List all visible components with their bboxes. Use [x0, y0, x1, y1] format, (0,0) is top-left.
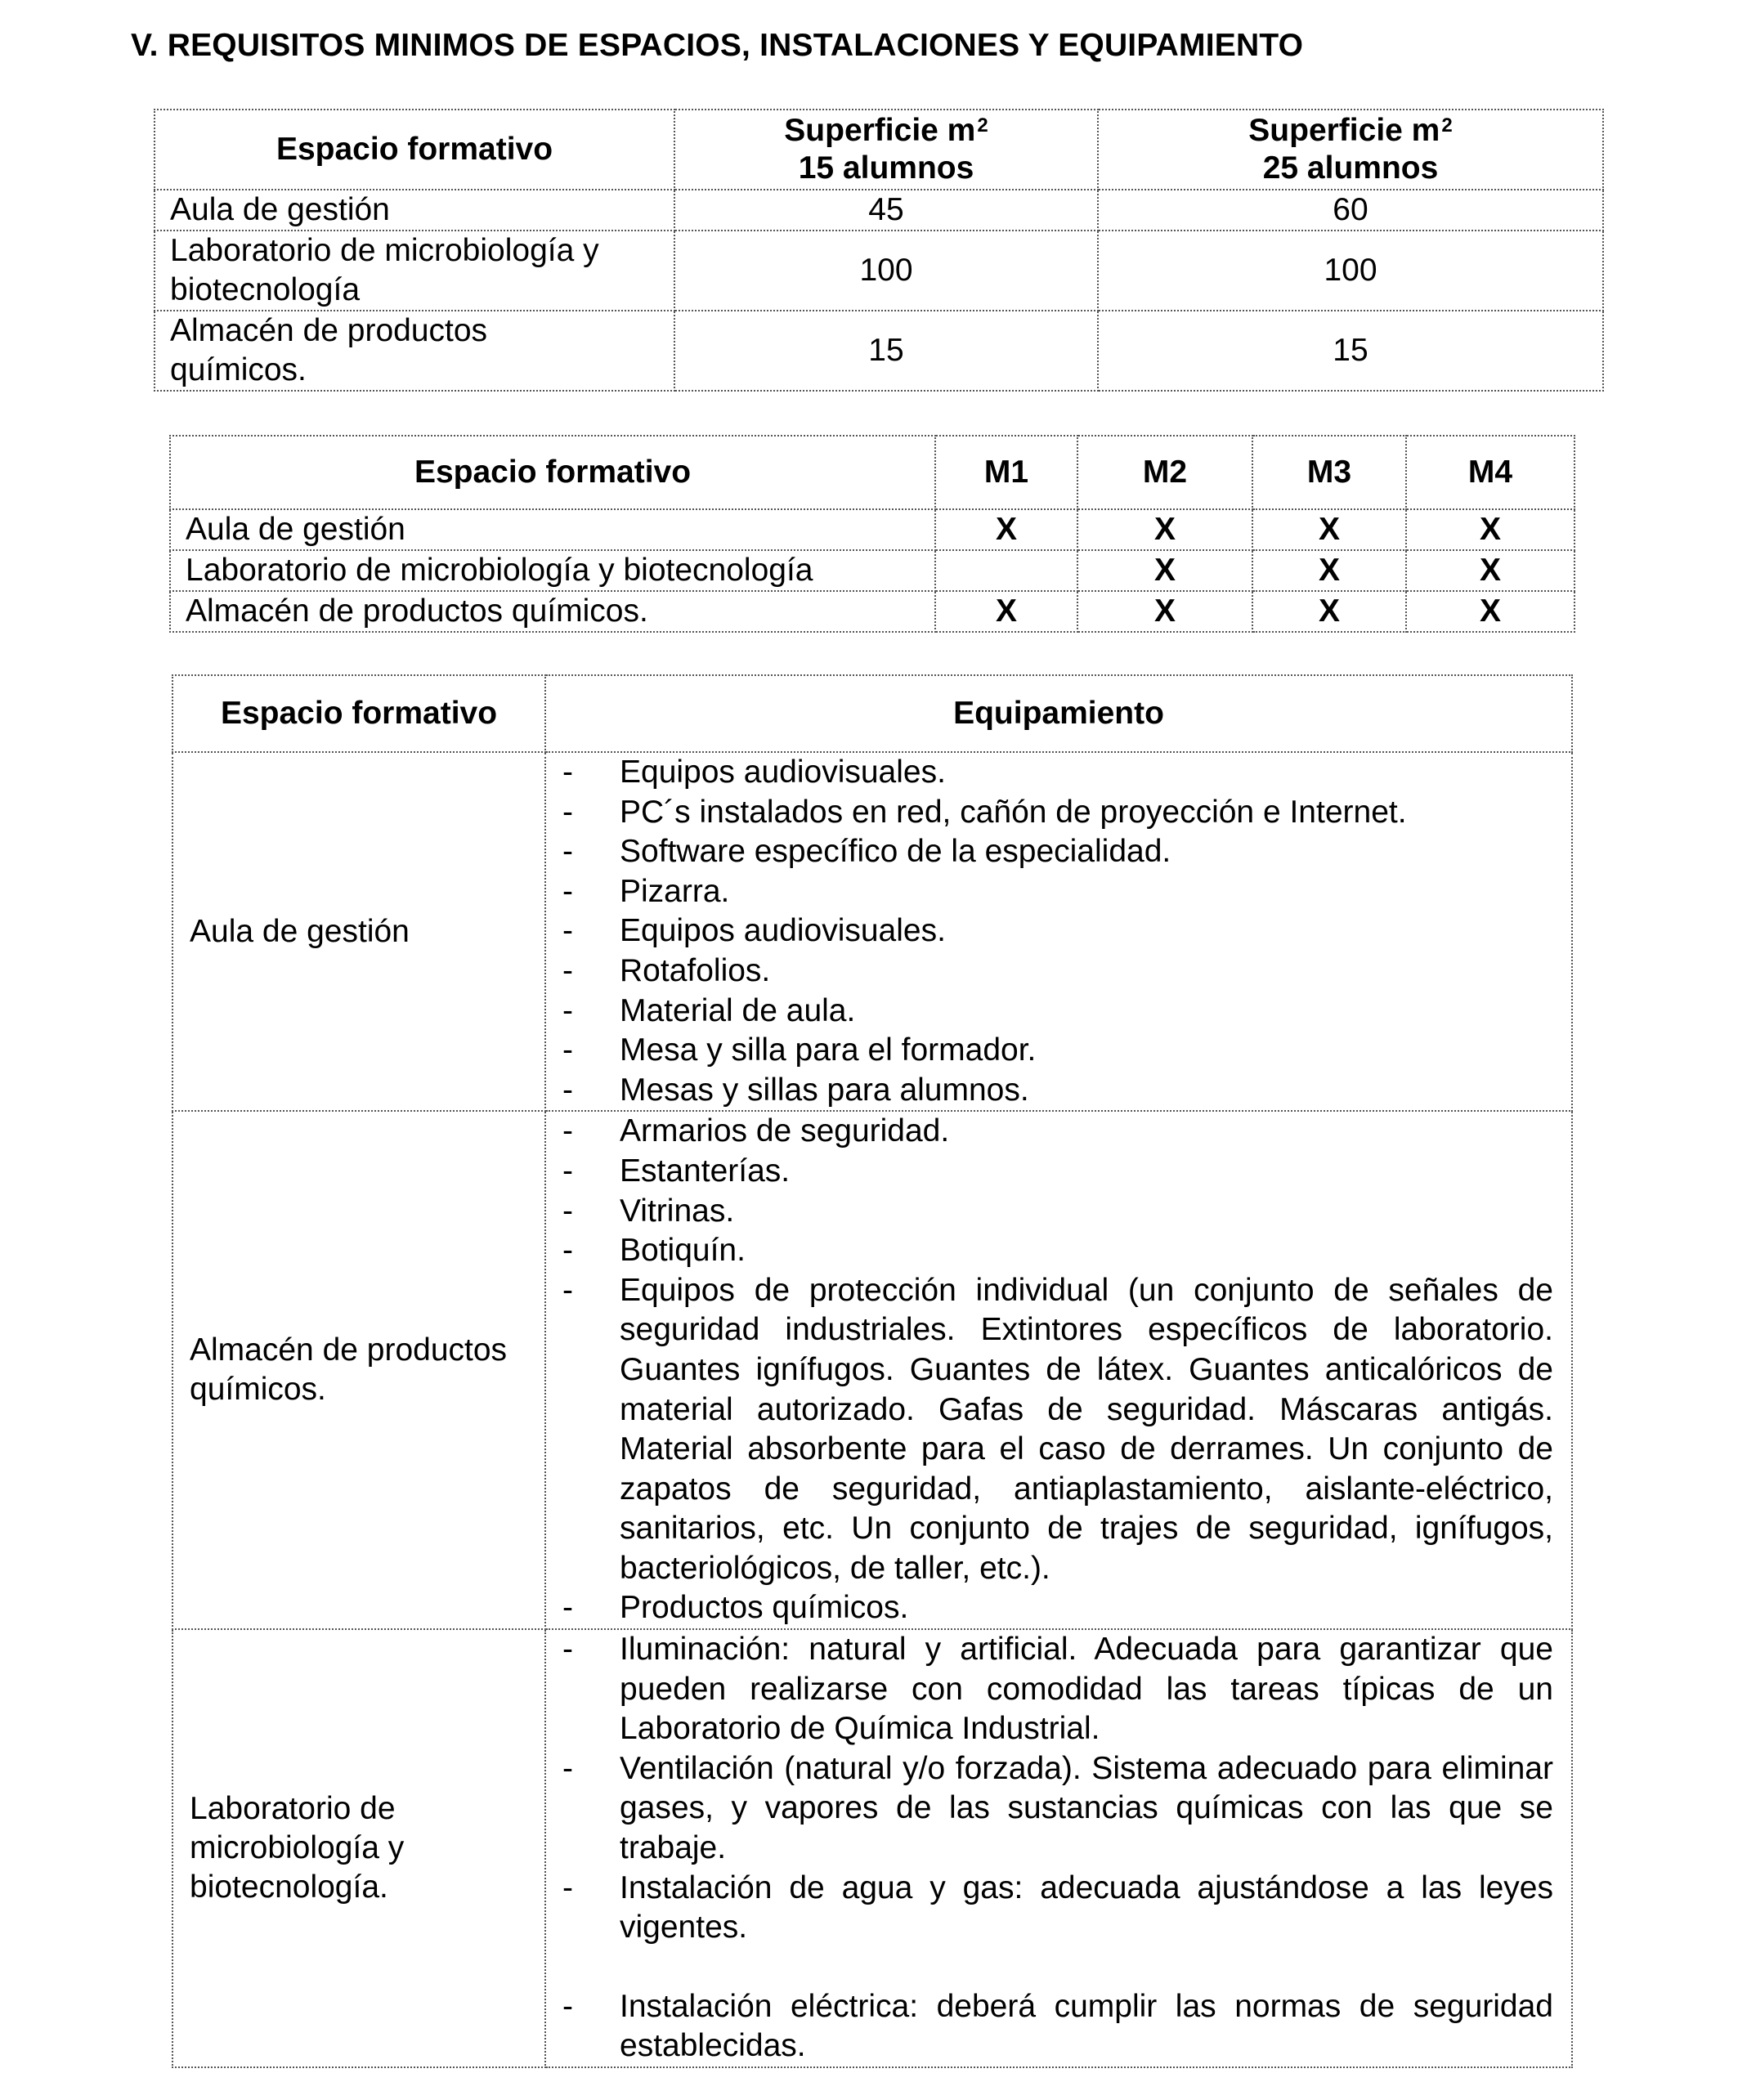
table-row	[170, 509, 1575, 550]
module-table-header	[170, 436, 1575, 509]
list-item-text: Equipos audiovisuales.	[620, 913, 946, 949]
table-row	[155, 190, 1603, 231]
list-bullet: -	[562, 1632, 573, 1668]
page-title: V. REQUISITOS MINIMOS DE ESPACIOS, INSTALACIONES Y EQUIPAMIENTO	[131, 28, 1304, 63]
equipment-space-cell: Aula de gestión	[172, 752, 545, 1111]
equipment-list-cell	[545, 1629, 1572, 2067]
equipment-table-header	[172, 675, 1572, 752]
list-item-text: Rotafolios.	[620, 952, 771, 988]
list-bullet: -	[562, 873, 573, 909]
surface-space-cell: Laboratorio de microbiología y biotecnología	[155, 231, 674, 311]
equipment-list	[546, 1630, 1553, 2066]
list-bullet: -	[562, 794, 573, 830]
table-row	[172, 1629, 1572, 2067]
list-item-text: Armarios de seguridad.	[620, 1113, 950, 1149]
module-m2-mark: X	[1077, 509, 1252, 550]
list-bullet: -	[562, 1193, 573, 1229]
module-header-space: Espacio formativo	[170, 436, 935, 509]
list-item-text: Iluminación: natural y artificial. Adecuada para garantizar que pueden realizarse con comodidad las tareas típicas de un Laboratorio de Química Industrial.	[620, 1632, 1553, 1747]
list-item	[546, 1869, 1553, 1948]
list-bullet: -	[562, 1113, 573, 1149]
list-item-text: Productos químicos.	[620, 1590, 909, 1626]
surface-15-cell: 100	[674, 231, 1098, 311]
list-item-text: Instalación de agua y gas: adecuada ajustándose a las leyes vigentes.	[620, 1869, 1553, 1946]
surface-space-cell: Aula de gestión	[155, 190, 674, 231]
list-item	[546, 753, 1553, 793]
table-row	[155, 231, 1603, 311]
list-item-text: Pizarra.	[620, 873, 730, 909]
surface-header-25-line2: 25 alumnos	[1262, 150, 1439, 186]
list-bullet: -	[562, 992, 573, 1028]
surface-header-15-sup: 2	[977, 114, 988, 137]
module-m1-mark: X	[935, 591, 1077, 632]
list-item	[546, 832, 1553, 872]
list-item	[546, 1987, 1553, 2066]
module-header-m3: M3	[1252, 436, 1406, 509]
list-item-text: Instalación eléctrica: deberá cumplir las normas de seguridad establecidas.	[620, 1988, 1553, 2064]
surface-header-space: Espacio formativo	[155, 110, 674, 190]
surface-15-cell: 45	[674, 190, 1098, 231]
list-item	[546, 992, 1553, 1032]
surface-table	[154, 109, 1604, 392]
list-bullet: -	[562, 1750, 573, 1786]
module-table	[169, 435, 1575, 633]
list-item-text: Vitrinas.	[620, 1193, 735, 1229]
list-bullet: -	[562, 754, 573, 790]
equipment-list-cell	[545, 752, 1572, 1111]
surface-25-cell: 100	[1098, 231, 1603, 311]
surface-header-25	[1098, 110, 1603, 190]
list-bullet: -	[562, 1072, 573, 1108]
module-space-cell: Almacén de productos químicos.	[170, 591, 935, 632]
list-item	[546, 951, 1553, 992]
list-item-text: Botiquín.	[620, 1233, 746, 1269]
module-m4-mark: X	[1406, 550, 1575, 591]
list-bullet: -	[562, 834, 573, 870]
list-item	[546, 1271, 1553, 1589]
equipment-header-space: Espacio formativo	[172, 675, 545, 752]
equipment-table	[172, 674, 1573, 2068]
module-m1-mark: X	[935, 509, 1077, 550]
equipment-space-cell: Laboratorio de microbiología y biotecnología.	[172, 1629, 545, 2067]
module-header-m1: M1	[935, 436, 1077, 509]
list-item	[546, 1231, 1553, 1271]
list-item	[546, 872, 1553, 912]
equipment-list-cell	[545, 1111, 1572, 1629]
list-item	[546, 1630, 1553, 1749]
module-m4-mark: X	[1406, 591, 1575, 632]
list-bullet: -	[562, 1988, 573, 2024]
surface-space-cell: Almacén de productos químicos.	[155, 311, 674, 391]
list-bullet: -	[562, 1153, 573, 1189]
table-row	[170, 591, 1575, 632]
list-item	[546, 1152, 1553, 1192]
list-item	[546, 1749, 1553, 1869]
list-item-text: Mesa y silla para el formador.	[620, 1032, 1037, 1068]
module-m2-mark: X	[1077, 591, 1252, 632]
list-item-text: PC´s instalados en red, cañón de proyección e Internet.	[620, 794, 1407, 830]
list-item	[546, 793, 1553, 833]
module-m2-mark: X	[1077, 550, 1252, 591]
list-item	[546, 1112, 1553, 1152]
list-item	[546, 1031, 1553, 1071]
list-item-text: Equipos audiovisuales.	[620, 754, 946, 790]
list-item	[546, 1192, 1553, 1232]
module-header-m2: M2	[1077, 436, 1252, 509]
list-item-text: Equipos de protección individual (un conjunto de señales de seguridad industriales. Extintores específicos de laboratorio. Guantes ignífugos. Guantes de látex. Guantes anticalóricos de material autorizado. Gafas de seguridad. Máscaras antigás. Material absorbente para el caso de derrames. Un conjunto de zapatos de seguridad, antiaplastamiento, aislante-eléctrico, sanitarios, etc. Un conjunto de trajes de seguridad, ignífugos, bacteriológicos, de taller, etc.).	[620, 1272, 1553, 1586]
surface-25-cell: 15	[1098, 311, 1603, 391]
module-space-cell: Aula de gestión	[170, 509, 935, 550]
module-m3-mark: X	[1252, 591, 1406, 632]
list-item-text: Ventilación (natural y/o forzada). Sistema adecuado para eliminar gases, y vapores de las sustancias químicas con las que se trabaje.	[620, 1750, 1553, 1866]
equipment-header-equipment: Equipamiento	[545, 675, 1572, 752]
module-header-m4: M4	[1406, 436, 1575, 509]
list-bullet: -	[562, 1032, 573, 1068]
list-item-text: Estanterías.	[620, 1153, 791, 1189]
table-row	[170, 550, 1575, 591]
table-row	[172, 752, 1572, 1111]
table-row	[172, 1111, 1572, 1629]
list-item	[546, 1588, 1553, 1628]
module-m3-mark: X	[1252, 509, 1406, 550]
module-m3-mark: X	[1252, 550, 1406, 591]
list-item-text: Software específico de la especialidad.	[620, 834, 1171, 870]
surface-header-25-line1: Superficie m	[1248, 113, 1440, 148]
surface-header-15-line1: Superficie m	[784, 113, 976, 148]
surface-table-header	[155, 110, 1603, 190]
list-bullet: -	[562, 1590, 573, 1626]
surface-header-15	[674, 110, 1098, 190]
list-bullet: -	[562, 1233, 573, 1269]
list-bullet: -	[562, 1869, 573, 1905]
surface-header-25-sup: 2	[1441, 114, 1453, 137]
surface-15-cell: 15	[674, 311, 1098, 391]
module-space-cell: Laboratorio de microbiología y biotecnología	[170, 550, 935, 591]
surface-25-cell: 60	[1098, 190, 1603, 231]
surface-header-15-line2: 15 alumnos	[798, 150, 974, 186]
table-row	[155, 311, 1603, 391]
module-m4-mark: X	[1406, 509, 1575, 550]
equipment-list	[546, 1112, 1553, 1628]
equipment-list	[546, 753, 1553, 1110]
list-bullet: -	[562, 913, 573, 949]
equipment-space-cell: Almacén de productos químicos.	[172, 1111, 545, 1629]
list-bullet: -	[562, 1272, 573, 1308]
list-item	[546, 911, 1553, 951]
list-item	[546, 1071, 1553, 1111]
module-m1-mark	[935, 550, 1077, 591]
list-item-text: Material de aula.	[620, 992, 856, 1028]
list-bullet: -	[562, 952, 573, 988]
list-item-text: Mesas y sillas para alumnos.	[620, 1072, 1029, 1108]
